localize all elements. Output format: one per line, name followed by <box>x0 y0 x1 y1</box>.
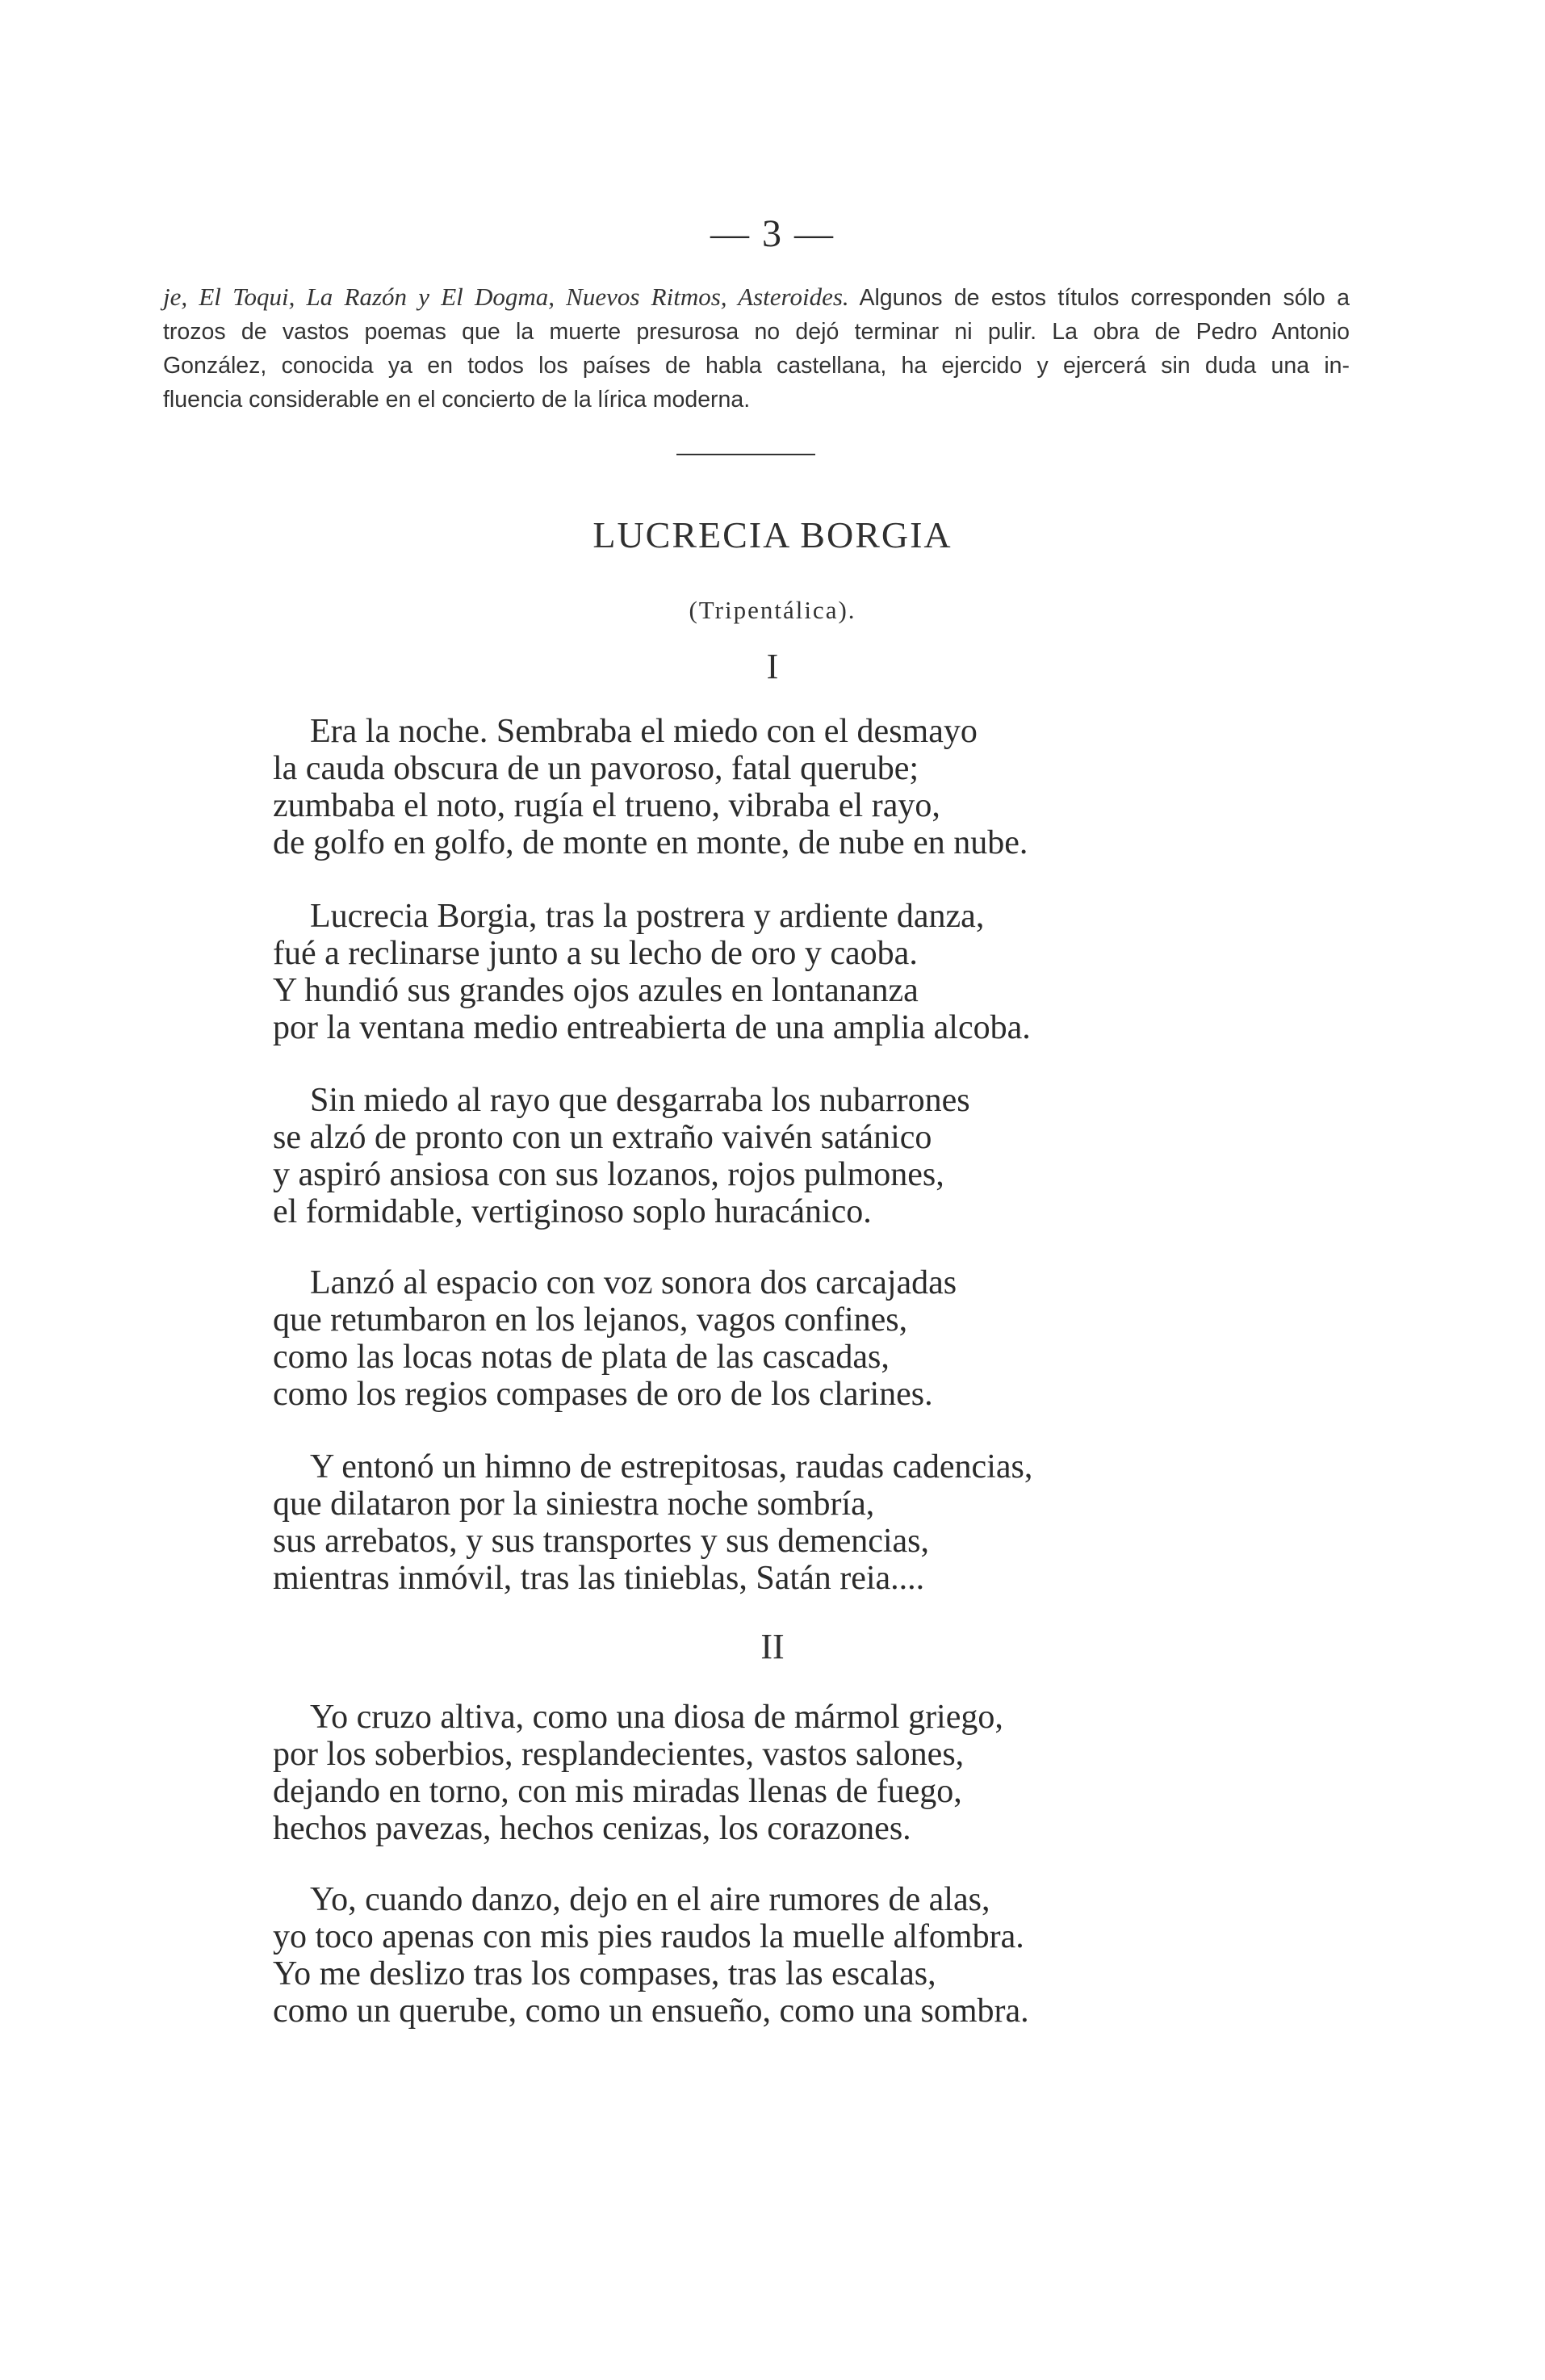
verse-line: mientras inmóvil, tras las tinieblas, Satán reia.... <box>273 1560 925 1597</box>
verse-line: zumbaba el noto, rugía el trueno, vibraba el rayo, <box>273 787 940 824</box>
verse-line: Sin miedo al rayo que desgarraba los nubarrones <box>310 1082 970 1119</box>
verse-line: como un querube, como un ensueño, como una sombra. <box>273 1992 1029 2030</box>
intro-paragraph <box>163 280 1350 417</box>
verse-line: Era la noche. Sembraba el miedo con el desmayo <box>310 713 978 750</box>
verse-line: hechos pavezas, hechos cenizas, los corazones. <box>273 1810 911 1847</box>
verse-line: Yo cruzo altiva, como una diosa de mármol griego, <box>310 1699 1003 1736</box>
verse-line: Y hundió sus grandes ojos azules en lontananza <box>273 972 919 1009</box>
stanza-7 <box>273 1881 1029 2030</box>
intro-titles-italic: je, El Toqui, La Razón y El Dogma, Nuevos Ritmos, Asteroides. <box>163 283 849 311</box>
page-number: — 3 — <box>710 212 835 255</box>
poem-title: LUCRECIA BORGIA <box>592 514 953 555</box>
verse-line: Y entonó un himno de estrepitosas, raudas cadencias, <box>310 1448 1033 1485</box>
stanza-3 <box>273 1082 970 1230</box>
intro-line: fluencia considerable en el concierto de la lírica moderna. <box>163 387 751 413</box>
verse-line: como las locas notas de plata de las cascadas, <box>273 1339 890 1376</box>
verse-line: por la ventana medio entreabierta de una amplia alcoba. <box>273 1009 1031 1046</box>
stanza-1 <box>273 713 1028 861</box>
stanza-4 <box>273 1264 957 1413</box>
verse-line: que retumbaron en los lejanos, vagos confines, <box>273 1301 908 1339</box>
verse-line: y aspiró ansiosa con sus lozanos, rojos pulmones, <box>273 1156 944 1193</box>
stanza-2 <box>273 898 1031 1046</box>
intro-line-rest: Algunos de estos títulos corresponden sólo a <box>848 285 1350 311</box>
section-divider <box>676 454 815 455</box>
verse-line: como los regios compases de oro de los clarines. <box>273 1376 933 1413</box>
verse-line: Yo me deslizo tras los compases, tras las escalas, <box>273 1955 936 1992</box>
section-numeral-1: I <box>766 647 779 686</box>
section-numeral-2: II <box>760 1627 785 1666</box>
intro-line: trozos de vastos poemas que la muerte presurosa no dejó terminar ni pulir. La obra de Pedro Antonio <box>163 319 1350 345</box>
poem-subtitle: (Tripentálica). <box>689 596 856 624</box>
stanza-5 <box>273 1448 1032 1597</box>
verse-line: dejando en torno, con mis miradas llenas de fuego, <box>273 1773 962 1810</box>
verse-line: se alzó de pronto con un extraño vaivén satánico <box>273 1119 932 1156</box>
verse-line: de golfo en golfo, de monte en monte, de nube en nube. <box>273 824 1028 861</box>
verse-line: fué a reclinarse junto a su lecho de oro y caoba. <box>273 935 918 972</box>
verse-line: la cauda obscura de un pavoroso, fatal querube; <box>273 750 919 787</box>
verse-line: Lanzó al espacio con voz sonora dos carcajadas <box>310 1264 957 1301</box>
verse-line: yo toco apenas con mis pies raudos la muelle alfombra. <box>273 1918 1024 1955</box>
stanza-6 <box>273 1699 1003 1847</box>
verse-line: Yo, cuando danzo, dejo en el aire rumores de alas, <box>310 1881 990 1918</box>
verse-line: que dilataron por la siniestra noche sombría, <box>273 1485 875 1523</box>
verse-line: por los soberbios, resplandecientes, vastos salones, <box>273 1736 965 1773</box>
verse-line: el formidable, vertiginoso soplo huracánico. <box>273 1193 872 1230</box>
verse-line: sus arrebatos, y sus transportes y sus demencias, <box>273 1523 930 1560</box>
verse-line: Lucrecia Borgia, tras la postrera y ardiente danza, <box>310 898 985 935</box>
intro-line <box>163 280 1350 315</box>
intro-line: González, conocida ya en todos los países de habla castellana, ha ejercido y ejercerá sin duda una in- <box>163 353 1350 379</box>
